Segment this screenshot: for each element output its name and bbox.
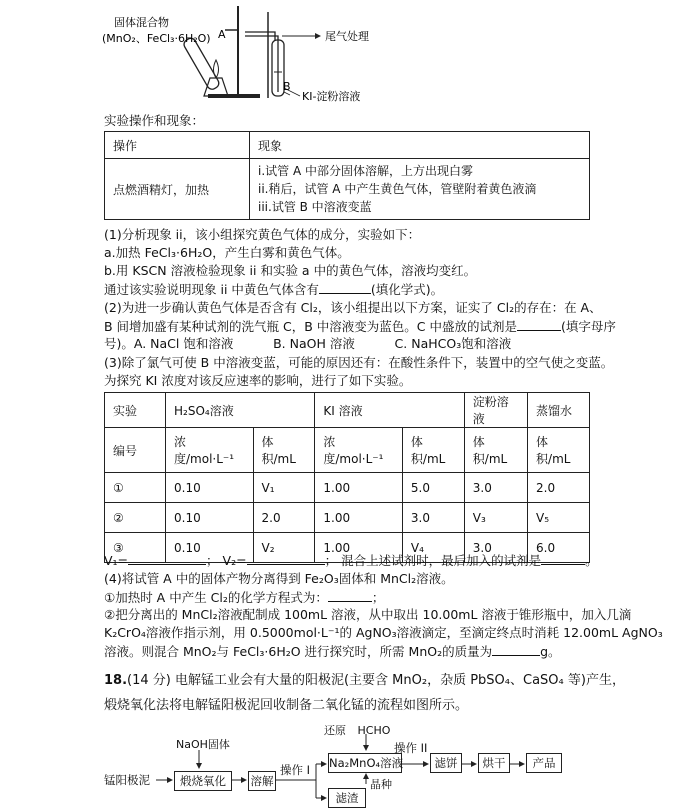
t2-sh-6: 体积/mL: [528, 428, 590, 473]
t2-cell: V₂: [253, 533, 315, 563]
t2-h-exp: 实验: [105, 393, 166, 428]
flow-na2mno4: Na₂MnO₄溶液: [328, 753, 402, 773]
label-a: A: [218, 28, 226, 41]
t2-h-water: 蒸馏水: [528, 393, 590, 428]
q2-line2-text: B 间增加盛有某种试剂的洗气瓶 C，B 中溶液变为蓝色。C 中盛放的试剂是: [104, 319, 518, 334]
t2-cell: ③: [105, 533, 166, 563]
q18-line2: 煅烧氧化法将电解锰阳极泥回收制备二氧化锰的流程如图所示。: [104, 698, 469, 713]
flow-chart: [104, 722, 584, 810]
t2-cell: 5.0: [402, 473, 464, 503]
q1-c: [104, 281, 443, 298]
flow-naoh: NaOH固体: [176, 738, 230, 751]
t2-cell: 0.10: [166, 533, 254, 563]
fill-line-text: 混合上述试剂时，最后加入的试剂是: [341, 553, 542, 568]
answer-blank[interactable]: [319, 281, 371, 294]
t2-cell: 1.00: [315, 503, 403, 533]
label-b: B: [283, 80, 291, 93]
t2-sh-0: 编号: [105, 428, 166, 473]
t2-cell: V₃: [464, 503, 527, 533]
flow-reduce: 还原: [324, 724, 346, 737]
q1-c-suffix: (填化学式)。: [370, 282, 444, 297]
t2-h-starch: 淀粉溶液: [464, 393, 527, 428]
answer-blank[interactable]: [128, 552, 206, 565]
t2-cell: ①: [105, 473, 166, 503]
flow-op1: 操作 I: [280, 763, 311, 777]
t2-sh-2: 体积/mL: [253, 428, 315, 473]
q4-p2-line3: [104, 643, 561, 660]
label-exhaust: 尾气处理: [325, 30, 369, 43]
flow-hcho: HCHO: [357, 724, 391, 737]
section-title: 实验操作和现象：: [104, 113, 205, 128]
q3-line1: (3)除了氯气可使 B 中溶液变蓝，可能的原因还有：在酸性条件下，装置中的空气使之变蓝。: [104, 355, 614, 370]
q2-line3: 号)。A. NaCl 饱和溶液 B. NaOH 溶液 C. NaHCO₃饱和溶液: [104, 336, 512, 351]
phenomenon-1: i.试管 A 中部分固体溶解，上方出现白雾: [258, 164, 473, 178]
flow-dissolve: 溶解: [248, 771, 276, 791]
t2-sh-4: 体积/mL: [402, 428, 464, 473]
q1-c-text: 通过该实验说明现象 ii 中黄色气体含有: [104, 282, 319, 297]
t2-cell: 0.10: [166, 503, 254, 533]
flow-reduce-label: [324, 722, 390, 738]
label-solid-2: (MnO₂、FeCl₃·6H₂O): [102, 32, 211, 45]
t2-cell: V₁: [253, 473, 315, 503]
q4-p1: ①加热时 A 中产生 Cl₂的化学方程式为： ；: [104, 590, 385, 605]
t2-cell: 2.0: [528, 473, 590, 503]
t2-cell: ②: [105, 503, 166, 533]
q18-line1: [104, 669, 625, 688]
q18-number: 18.: [104, 673, 128, 688]
phenomenon-3: iii.试管 B 中溶液变蓝: [258, 200, 372, 214]
t2-h-h2so4: H₂SO₄溶液: [166, 393, 315, 428]
q1-intro: (1)分析现象 ii，该小组探究黄色气体的成分，实验如下：: [104, 227, 421, 242]
table-row: [105, 503, 590, 533]
apparatus-diagram: [100, 0, 420, 110]
v1-label: V₁=: [104, 553, 129, 568]
table-row: [105, 473, 590, 503]
t2-sh-5: 体积/mL: [464, 428, 527, 473]
q2-line2-suffix: (填字母序: [561, 319, 616, 334]
v2-label: V₂=: [222, 553, 247, 568]
answer-blank[interactable]: [247, 552, 325, 565]
flow-cake: 滤饼: [430, 753, 462, 773]
flow-seed: 晶种: [370, 778, 392, 791]
t2-h-ki: KI 溶液: [315, 393, 464, 428]
q4-p1-text: ①加热时 A 中产生 Cl₂的化学方程式为：: [104, 590, 328, 605]
q4-intro: (4)将试管 A 中的固体产物分离得到 Fe₂O₃固体和 MnCl₂溶液。: [104, 571, 454, 586]
flow-dry: 烘干: [478, 753, 510, 773]
t2-sh-3: 浓度/mol·L⁻¹: [315, 428, 403, 473]
table-operations: [104, 131, 590, 220]
phenomenon-2: ii.稍后，试管 A 中产生黄色气体，管壁附着黄色液滴: [258, 182, 537, 196]
t2-cell: 3.0: [464, 473, 527, 503]
answer-blank[interactable]: [328, 589, 372, 602]
t2-cell: V₅: [528, 503, 590, 533]
q1-a: a.加热 FeCl₃·6H₂O，产生白雾和黄色气体。: [104, 245, 350, 260]
flow-product: 产品: [526, 753, 562, 773]
t2-cell: 1.00: [315, 473, 403, 503]
t2-cell: 3.0: [402, 503, 464, 533]
fill-line: V₁= ； V₂= ； 混合上述试剂时，最后加入的试剂是 。: [104, 553, 598, 568]
flow-calcine: 煅烧氧化: [174, 771, 232, 791]
table1-header-op: 操作: [105, 132, 250, 159]
table-ki-experiment: [104, 392, 590, 563]
q4-p2-line2: K₂CrO₄溶液作指示剂，用 0.5000mol·L⁻¹的 AgNO₃溶液滴定，至滴定终点时消耗 12.00mL AgNO₃: [104, 625, 663, 640]
q4-p2-line3-text: 溶液。则混合 MnO₂与 FeCl₃·6H₂O 进行探究时，所需 MnO₂的质量为: [104, 644, 493, 659]
q18-line1-text: (14 分) 电解锰工业会有大量的阳极泥(主要含 MnO₂，杂质 PbSO₄、CaSO₄ 等)产生，: [127, 673, 625, 688]
t2-cell: 6.0: [528, 533, 590, 563]
table1-header-phen: 现象: [250, 132, 590, 159]
answer-blank[interactable]: [492, 643, 540, 656]
t2-cell: 3.0: [464, 533, 527, 563]
flow-start: 锰阳极泥: [104, 773, 150, 787]
answer-blank[interactable]: [541, 552, 585, 565]
label-ki: KI-淀粉溶液: [302, 90, 361, 103]
answer-blank[interactable]: [517, 318, 561, 331]
q4-p2-line1: ②把分离出的 MnCl₂溶液配制成 100mL 溶液，从中取出 10.00mL 溶液于锥形瓶中，加入几滴: [104, 607, 632, 622]
flow-residue: 滤渣: [328, 788, 366, 808]
label-solid-1: 固体混合物: [114, 16, 169, 29]
q3-line2: 为探究 KI 浓度对该反应速率的影响，进行了如下实验。: [104, 373, 412, 388]
flow-op2: 操作 II: [394, 741, 428, 755]
q2-line2: [104, 318, 616, 335]
q2-line1: (2)为进一步确认黄色气体是否含有 Cl₂，该小组提出以下方案，证实了 Cl₂的存在：在 A、: [104, 300, 602, 315]
t2-cell: 0.10: [166, 473, 254, 503]
t2-cell: V₄: [402, 533, 464, 563]
t2-sh-1: 浓度/mol·L⁻¹: [166, 428, 254, 473]
t2-cell: 2.0: [253, 503, 315, 533]
q1-b: b.用 KSCN 溶液检验现象 ii 和实验 a 中的黄色气体，溶液均变红。: [104, 263, 477, 278]
table1-operation: 点燃酒精灯，加热: [105, 159, 250, 220]
t2-cell: 1.00: [315, 533, 403, 563]
q4-p2-line3-suffix: g。: [540, 644, 561, 659]
